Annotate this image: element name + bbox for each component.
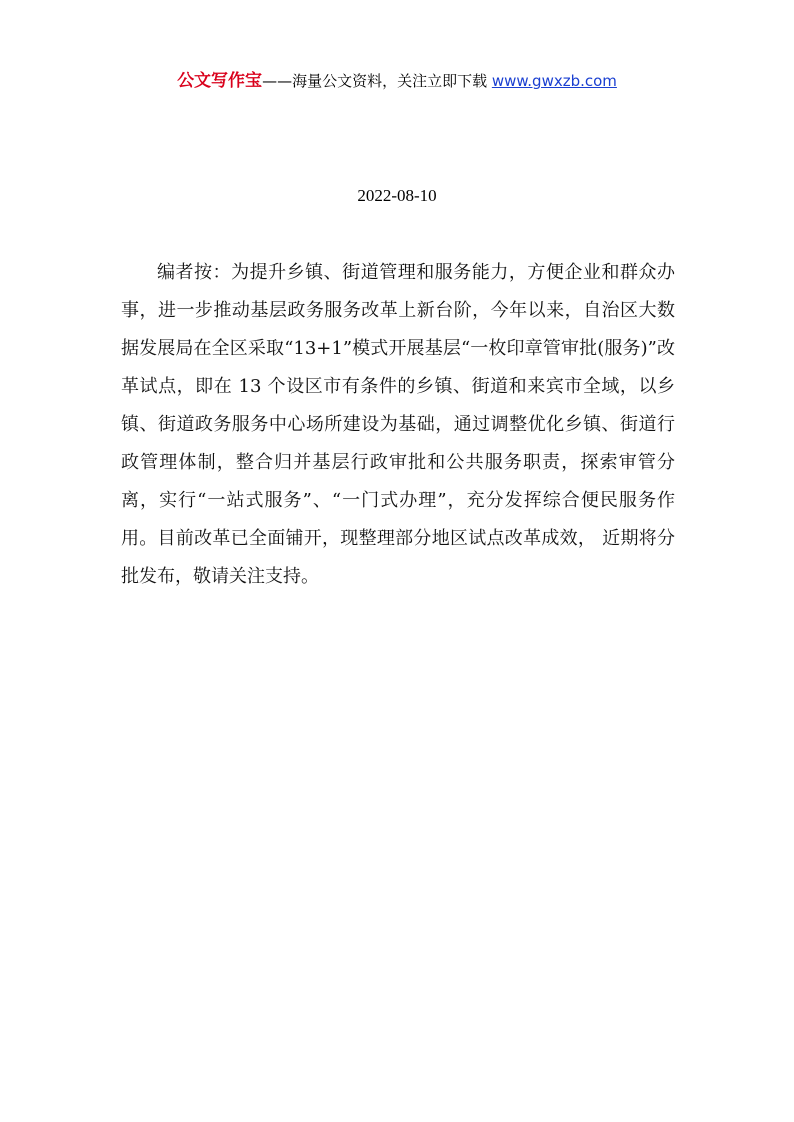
header-tagline: ——海量公文资料，关注立即下载 [262, 72, 488, 90]
page-header [0, 66, 794, 91]
website-link[interactable]: www.gwxzb.com [491, 72, 617, 90]
brand-logo-text: 公文写作宝 [177, 71, 263, 91]
editor-note-paragraph: 编者按：为提升乡镇、街道管理和服务能力，方便企业和群众办事，进一步推动基层政务服务改革上新台阶，今年以来，自治区大数据发展局在全区采取“13+1”模式开展基层“一枚印章管审批(服务)”改革试点，即在 13 个设区市有条件的乡镇、街道和来宾市全域，以乡镇、街道政务服务中心场所建设为基础，通过调整优化乡镇、街道行政管理体制，整合归并基层行政审批和公共服务职责，探索审管分离，实行“一站式服务”、“一门式办理”，充分发挥综合便民服务作用。目前改革已全面铺开，现整理部分地区试点改革成效， 近期将分批发布，敬请关注支持。 [121, 262, 675, 587]
document-date: 2022-08-10 [357, 186, 437, 205]
